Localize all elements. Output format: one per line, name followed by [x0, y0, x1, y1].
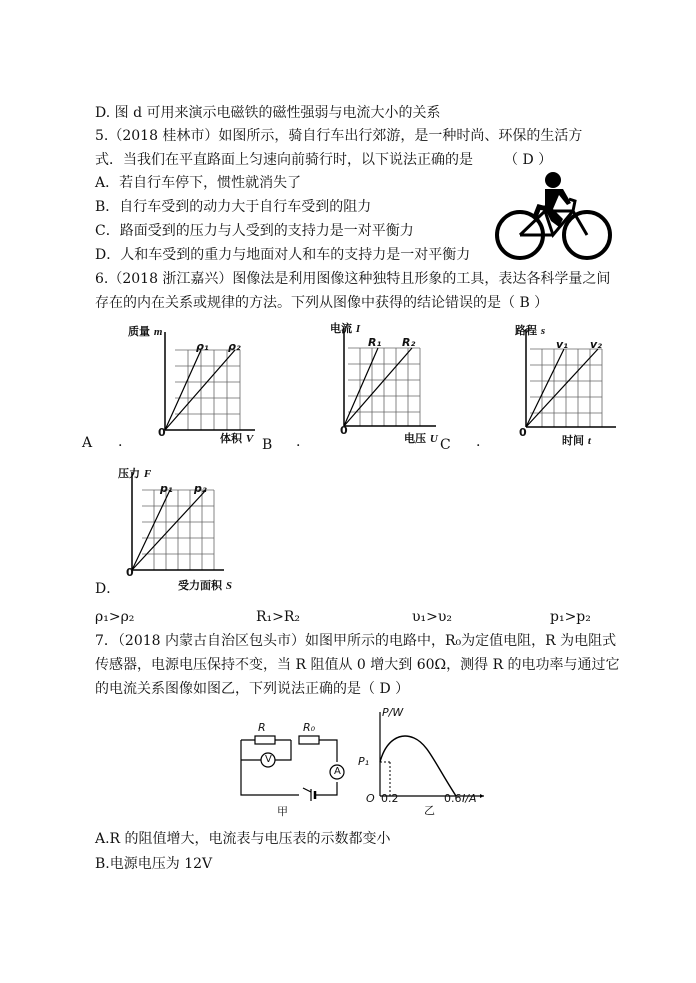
circuit-caption: 甲: [277, 805, 288, 818]
q7-line3: 的电流关系图像如图乙，下列说法正确的是（ D ）: [95, 681, 410, 697]
graph-a-origin: 0: [158, 426, 166, 439]
option-b-dot: .: [296, 434, 301, 450]
graph-a-ylabel: 质量 m: [128, 325, 163, 338]
voltmeter-label: V: [265, 754, 272, 765]
graph-a-series2: ρ₂: [228, 340, 241, 353]
power-curve: [380, 736, 456, 796]
q5-option-a: A．若自行车停下，惯性就消失了: [95, 175, 302, 191]
graph-d-series1: p₁: [160, 482, 173, 495]
graph-b-ylabel: 电流 I: [330, 322, 361, 335]
graph-c-speed-plot: [516, 327, 626, 437]
graph-b-origin: 0: [340, 424, 348, 437]
graph-a-xlabel: 体积 V: [220, 432, 254, 445]
circuit-diagram: [237, 730, 347, 810]
pgraph-ylabel: P/W: [382, 706, 404, 719]
option-b-label: B: [262, 437, 273, 453]
graph-d-series2: p₂: [194, 482, 207, 495]
graph-c-xlabel: 时间 t: [562, 434, 591, 447]
graph-d-line-1: [132, 490, 170, 570]
pgraph-xlabel: I/A: [462, 792, 477, 805]
circuit-r-label: R: [258, 721, 266, 734]
q5-line2: 式．当我们在平直路面上匀速向前骑行时，以下说法正确的是: [95, 152, 473, 168]
q7-option-a: A.R 的阻值增大，电流表与电压表的示数都变小: [95, 831, 391, 847]
pgraph-origin: O: [366, 792, 375, 805]
conclusion-b: R₁>R₂: [256, 609, 301, 625]
graph-a-line-2: [165, 350, 235, 430]
pgraph-x1: 0.2: [381, 792, 399, 805]
option-a-dot: .: [118, 434, 123, 450]
graph-b-xlabel: 电压 U: [404, 432, 438, 445]
graph-b-series2: R₂: [402, 336, 416, 349]
graph-b-series1: R₁: [368, 336, 382, 349]
option-d-line: D. 图 d 可用来演示电磁铁的磁性强弱与电流大小的关系: [95, 105, 441, 121]
graph-b-line-2: [344, 348, 412, 426]
graph-d-line-2: [132, 490, 206, 570]
conclusion-c: υ₁>υ₂: [412, 609, 452, 625]
graph-a-density-plot: [155, 330, 265, 440]
conclusion-a: ρ₁>ρ₂: [95, 609, 135, 625]
graph-d-ylabel: 压力 F: [118, 467, 152, 480]
graph-c-line-2: [526, 349, 598, 427]
graph-b-resistance-plot: [336, 326, 446, 436]
q5-option-c: C．路面受到的压力与人受到的支持力是一对平衡力: [95, 223, 414, 239]
power-current-graph: [372, 710, 492, 800]
ammeter-label: A: [334, 766, 341, 777]
q5-option-b: B．自行车受到的动力大于自行车受到的阻力: [95, 199, 372, 215]
cyclist-illustration: [493, 167, 613, 263]
graph-d-origin: 0: [126, 566, 134, 579]
option-c-label: C: [440, 437, 451, 453]
pgraph-p1: P₁: [358, 755, 370, 768]
graph-d-xlabel: 受力面积 S: [178, 579, 232, 592]
q5-line1: 5.（2018 桂林市）如图所示，骑自行车出行郊游，是一种时尚、环保的生活方: [95, 128, 583, 144]
graph-c-series2: v₂: [590, 338, 602, 351]
q7-line1: 7．（2018 内蒙古自治区包头市）如图甲所示的电路中，R₀为定值电阻，R 为电阻式: [95, 633, 617, 649]
pgraph-caption: 乙: [424, 804, 435, 817]
pgraph-x2: 0.6: [444, 792, 462, 805]
option-a-label: A: [82, 435, 93, 451]
graph-c-origin: 0: [519, 426, 527, 439]
graph-b-line-1: [344, 348, 378, 426]
graph-c-ylabel: 路程 s: [515, 324, 546, 337]
q6-line2: 存在的内在关系或规律的方法。下列从图像中获得的结论错误的是（ B ）: [95, 295, 549, 311]
graph-d-pressure-plot: [124, 470, 234, 580]
graph-c-line-1: [526, 349, 564, 427]
option-d-label: D．: [95, 581, 121, 597]
q5-answer: （ D ）: [504, 152, 553, 168]
q7-line2: 传感器，电源电压保持不变，当 R 阻值从 0 增大到 60Ω，测得 R 的电功率与通过它: [95, 657, 620, 673]
conclusion-d: p₁>p₂: [550, 609, 591, 625]
option-c-dot: .: [476, 434, 481, 450]
q7-option-b: B.电源电压为 12V: [95, 856, 213, 872]
graph-c-series1: v₁: [556, 338, 568, 351]
q6-line1: 6.（2018 浙江嘉兴）图像法是利用图像这种独特且形象的工具，表达各科学量之间: [95, 271, 611, 287]
circuit-r0-label: R₀: [303, 721, 316, 734]
graph-a-line-1: [165, 350, 201, 430]
q5-option-d: D．人和车受到的重力与地面对人和车的支持力是一对平衡力: [95, 247, 471, 263]
graph-a-series1: ρ₁: [196, 340, 209, 353]
